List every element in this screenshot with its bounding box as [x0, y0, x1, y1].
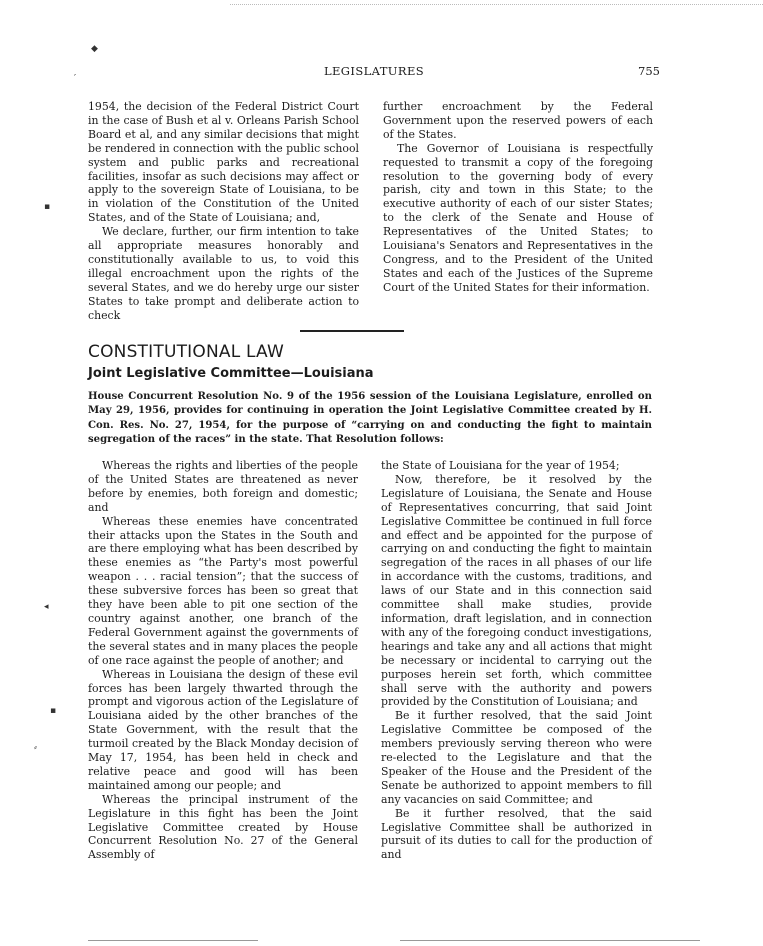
margin-mark: ◂ [44, 602, 49, 612]
paragraph: Whereas in Louisiana the design of these evil forces has been largely thwarted through the prompt and vigorous action of the Legislature of Louisiana aided by the other branches of the State Government, with the result that the turmoil created by the Black Monday decision of May 17, 1954, has been held in check and relative peace and good will has been maintained among our people; and [88, 667, 358, 792]
section-divider [300, 330, 404, 332]
section-subtitle: Joint Legislative Committee—Louisiana [88, 366, 374, 381]
margin-mark: ▪ [50, 706, 57, 716]
top-edge-dotted-line [230, 4, 763, 5]
paragraph: the State of Louisiana for the year of 1954; [381, 459, 620, 472]
margin-mark: ⸗ [34, 743, 37, 753]
top-left-column [88, 100, 359, 323]
bottom-right-column [381, 459, 652, 862]
paragraph: Be it further resolved, that the said Legislative Committee shall be authorized in pursuit of its duties to call for the production of and [381, 806, 652, 862]
running-header [88, 64, 660, 80]
paragraph: Whereas the rights and liberties of the people of the United States are threatened as never before by enemies, both foreign and domestic; and [88, 459, 358, 514]
section-intro: House Concurrent Resolution No. 9 of the 1956 session of the Louisiana Legislature, enrolled on May 29, 1956, provides for continuing in operation the Joint Legislative Committee created by H. Con. Res. No. 27, 1954, for the purpose of “carrying on and conducting the fight to maintain segregation of the races” in the state. That Resolution follows: [88, 391, 652, 445]
paragraph: Whereas these enemies have concentrated their attacks upon the States in the South and are there employing what has been described by these enemies as “the Party's most powerful weapon . . . racial tension”; that the success of these subversive forces has been so great that they have been able to pit one section of the country against another, one branch of the Federal Government against the governments of the several states and in many places the people of one race against the people of another; and [88, 514, 358, 667]
paragraph: Now, therefore, be it resolved by the Legislature of Louisiana, the Senate and House of Representatives concurring, that said Joint Legislative Committee be continued in full force and effect and be appointed for the purpose of carrying on and conducting the fight to maintain segregation of the races in all phases of our life in accordance with the customs, traditions, and laws of our State and in this connection said committee shall make studies, provide information, draft legislation, and in connection with any of the foregoing conduct investigations, hearings and take any and all actions that might be necessary or incidental to carrying out the purposes herein set forth, which committee shall serve with the authority and powers provided by the Constitution of Louisiana; and [381, 472, 652, 709]
footer-rule [88, 940, 258, 941]
paragraph: 1954, the decision of the Federal District Court in the case of Bush et al v. Orleans Parish School Board et al, and any similar decisions that might be rendered in connection with the public school system and public parks and recreational facilities, insofar as such decisions may affect or apply to the sovereign State of Louisiana, to be in violation of the Constitution of the United States, and of the State of Louisiana; and, [88, 100, 359, 225]
paragraph: further encroachment by the Federal Government upon the reserved powers of each of the States. [383, 100, 653, 141]
section-title: CONSTITUTIONAL LAW [88, 342, 284, 362]
margin-mark: ◆ [91, 44, 98, 54]
paragraph: Whereas the principal instrument of the Legislature in this fight has been the Joint Legislative Committee created by House Concurrent Resolution No. 27 of the General Assembly of [88, 792, 358, 862]
margin-mark: ′ [74, 74, 77, 84]
bottom-left-column [88, 459, 358, 862]
footer-rule [400, 940, 700, 941]
running-title: LEGISLATURES [323, 64, 425, 78]
page-number: 755 [638, 64, 660, 78]
paragraph: Be it further resolved, that the said Joint Legislative Committee be composed of the members previously serving thereon who were re-elected to the Legislature and that the Speaker of the House and the President of the Senate be authorized to appoint members to fill any vacancies on said Committee; and [381, 709, 652, 806]
margin-mark: ▪ [44, 202, 51, 212]
paragraph: The Governor of Louisiana is respectfully requested to transmit a copy of the foregoing resolution to the governing body of every parish, city and town in this State; to the executive authority of each of our sister States; to the clerk of the Senate and House of Representatives of the United States; to Louisiana's Senators and Representatives in the Congress, and to the President of the United States and each of the Justices of the Supreme Court of the United States for their information. [383, 141, 653, 294]
top-right-column [383, 100, 653, 295]
paragraph: We declare, further, our firm intention to take all appropriate measures honorably and constitutionally available to us, to void this illegal encroachment upon the rights of the several States, and we do hereby urge our sister States to take prompt and deliberate action to check [88, 225, 359, 322]
